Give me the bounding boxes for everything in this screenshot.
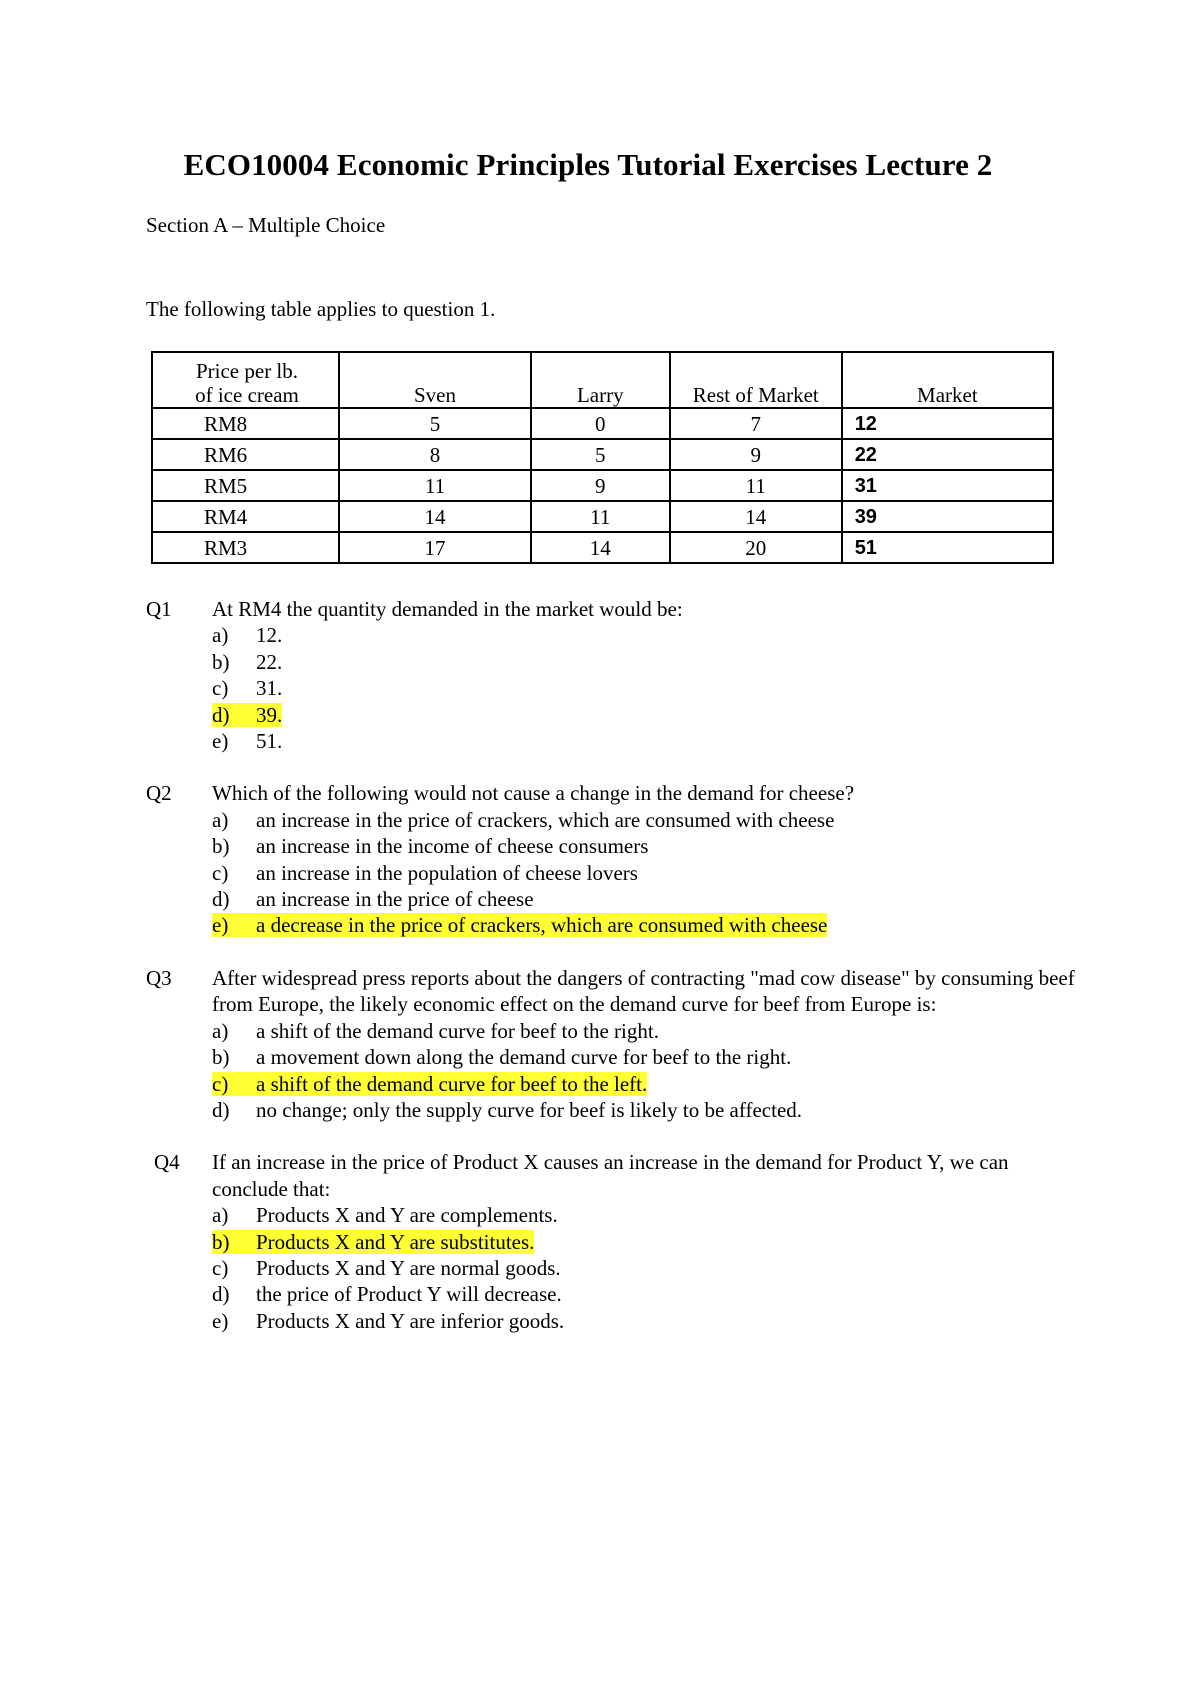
question-body — [212, 596, 1086, 754]
option-c: c) Products X and Y are normal goods. — [212, 1255, 561, 1280]
question-number: Q3 — [146, 965, 172, 990]
option-e: e) 51. — [212, 729, 283, 754]
rest-cell: 11 — [670, 470, 842, 501]
option-c: c) an increase in the population of cheese lovers — [212, 860, 638, 885]
column-header-price-text: Price per lb. of ice cream — [195, 359, 299, 407]
column-header-market: Market — [842, 352, 1053, 408]
sven-cell: 11 — [339, 470, 531, 501]
market-cell: 31 — [842, 470, 1053, 501]
column-header-larry: Larry — [531, 352, 670, 408]
sven-cell: 14 — [339, 501, 531, 532]
market-cell: 51 — [842, 532, 1053, 563]
market-cell: 12 — [842, 408, 1053, 439]
price-cell: RM6 — [152, 439, 339, 470]
option-b: b) an increase in the income of cheese consumers — [212, 834, 649, 859]
option-b: b) a movement down along the demand curve for beef to the right. — [212, 1045, 792, 1070]
question-2 — [146, 780, 1086, 938]
question-1 — [146, 596, 1086, 754]
question-body — [212, 965, 1086, 1123]
market-cell: 39 — [842, 501, 1053, 532]
larry-cell: 0 — [531, 408, 670, 439]
market-cell: 22 — [842, 439, 1053, 470]
option-d: d) no change; only the supply curve for beef is likely to be affected. — [212, 1097, 803, 1122]
option-a: a) an increase in the price of crackers, which are consumed with cheese — [212, 807, 835, 832]
option-c-highlighted: c) a shift of the demand curve for beef to the left. — [212, 1071, 648, 1096]
question-text: Which of the following would not cause a change in the demand for cheese? — [212, 781, 855, 806]
price-cell: RM8 — [152, 408, 339, 439]
option-d-highlighted: d) 39. — [212, 702, 283, 727]
table-row — [152, 408, 1053, 439]
option-a: a) Products X and Y are complements. — [212, 1203, 558, 1228]
question-number: Q1 — [146, 597, 172, 621]
price-cell: RM5 — [152, 470, 339, 501]
larry-cell: 11 — [531, 501, 670, 532]
option-b: b) 22. — [212, 649, 283, 674]
demand-schedule-table — [151, 351, 1054, 564]
option-a: a) a shift of the demand curve for beef to the right. — [212, 1018, 659, 1043]
option-d: d) the price of Product Y will decrease. — [212, 1282, 562, 1307]
question-number: Q4 — [154, 1150, 180, 1175]
rest-cell: 20 — [670, 532, 842, 563]
sven-cell: 8 — [339, 439, 531, 470]
option-e: e) Products X and Y are inferior goods. — [212, 1308, 565, 1333]
table-row — [152, 532, 1053, 563]
question-number: Q2 — [146, 781, 172, 806]
column-header-price — [152, 352, 339, 408]
table-row — [152, 439, 1053, 470]
option-b-highlighted: b) Products X and Y are substitutes. — [212, 1229, 535, 1254]
question-text: If an increase in the price of Product X causes an increase in the demand for Product Y, we can conclude that: — [212, 1150, 1009, 1201]
table-row — [152, 470, 1053, 501]
document-title: ECO10004 Economic Principles Tutorial Exercises Lecture 2 — [183, 147, 993, 182]
question-4 — [146, 1149, 1086, 1334]
rest-cell: 9 — [670, 439, 842, 470]
table-row — [152, 501, 1053, 532]
question-text: After widespread press reports about the dangers of contracting "mad cow disease" by consuming beef from Europe, the likely economic effect on the demand curve for beef from Europe is: — [212, 965, 1075, 1017]
price-cell: RM4 — [152, 501, 339, 532]
larry-cell: 5 — [531, 439, 670, 470]
option-a: a) 12. — [212, 623, 283, 648]
option-d: d) an increase in the price of cheese — [212, 887, 534, 912]
rest-cell: 14 — [670, 501, 842, 532]
table-header-row — [152, 352, 1053, 408]
table-intro: The following table applies to question 1. — [146, 297, 496, 321]
question-body — [212, 780, 1086, 938]
question-body — [212, 1149, 1086, 1334]
larry-cell: 9 — [531, 470, 670, 501]
questions-list — [146, 596, 1086, 1360]
larry-cell: 14 — [531, 532, 670, 563]
rest-cell: 7 — [670, 408, 842, 439]
option-e-highlighted: e) a decrease in the price of crackers, which are consumed with cheese — [212, 913, 828, 938]
question-text: At RM4 the quantity demanded in the market would be: — [212, 597, 683, 621]
sven-cell: 5 — [339, 408, 531, 439]
section-heading: Section A – Multiple Choice — [146, 213, 386, 237]
option-c: c) 31. — [212, 676, 283, 701]
sven-cell: 17 — [339, 532, 531, 563]
column-header-sven: Sven — [339, 352, 531, 408]
question-3 — [146, 965, 1086, 1123]
price-cell: RM3 — [152, 532, 339, 563]
column-header-rest-of-market: Rest of Market — [670, 352, 842, 408]
